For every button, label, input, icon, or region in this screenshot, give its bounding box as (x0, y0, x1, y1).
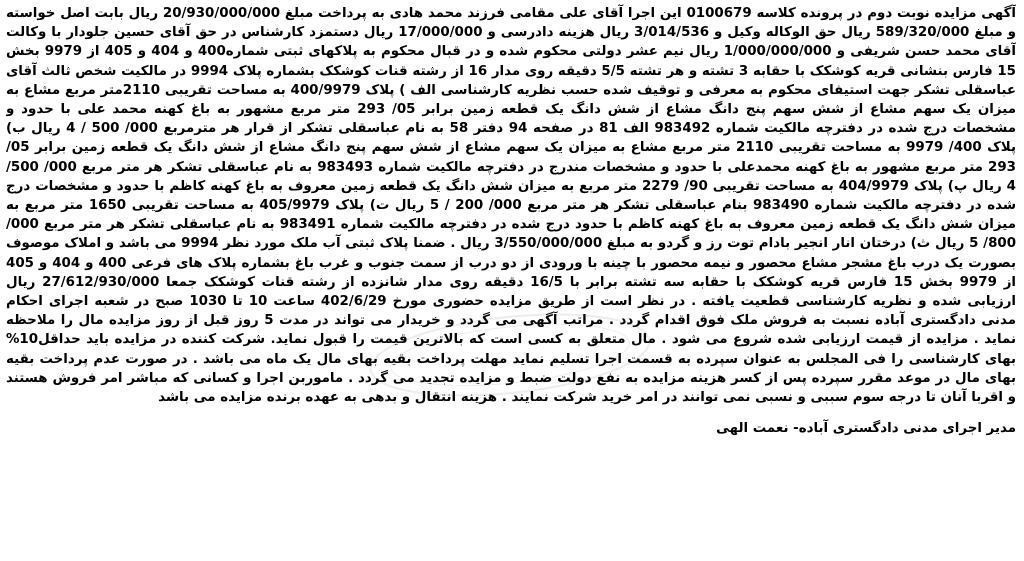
notice-body-text: آگهی مزایده نوبت دوم در پرونده کلاسه 0100679 این اجرا آقای علی مقامی فرزند محمد هادی به پرداخت مبلغ 20/930/000/000 ریال بابت اصل خواسته و مبلغ 589/320/000 ریال حق الوکاله وکیل و 3/014/536 ریال هزینه دادرسی و 17/000/000 ریال دستمزد کارشناس در حق آقای حسین جلودار با وکالت آقای محمد حسن شریفی و 1/000/000/000 ریال نیم عشر دولتی محکوم شده و در قبال محکوم به پلاکهای ثبتی شماره400 و 404 و 405 از 9979 بخش 15 فارس بنشانی قریه کوشکک با حقابه 3 تشته و هر تشته 5/5 دقیقه روی مدار 16 از رشته قنات کوشکک بشماره پلاک 9994 در مالکیت شخص ثالث آقای عباسقلی تشکر جهت استیفای محکوم به معرفی و توقیف شده حسب نظریه کارشناسی الف ) پلاک 400/9979 به مساحت تقریبی 2110متر مربع مشاع به میزان یک سهم مشاع از شش سهم پنج دانگ مشاع از شش دانگ یک قطعه زمین برابر 05/ 293 متر مربع مشهور به باغ کهنه محمد علی با حدود و مشخصات درج شده در دفترچه مالکیت شماره 983492 الف 81 در صفحه 94 دفتر 58 به نام عباسقلی تشکر از قرار هر مترمربع 000/ 500 / 4 ریال ب) پلاک 400/ 9979 به مساحت تقریبی 2110 متر مربع مشاع به میزان یک سهم مشاع از شش سهم پنج دانگ مشاع از شش دانگ یک قطعه زمین برابر 05/ 293 متر مربع مشهور به باغ کهنه محمدعلی با حدود و مشخصات مندرج در دفترچه مالکیت شماره 983493 به نام عباسقلی تشکر هر متر مربع 000/ 500/ 4 ریال پ) پلاک 404/9979 به مساحت تقریبی 90/ 2279 متر مربع به میزان شش دانگ یک قطعه زمین معروف به باغ کهنه کاظم با حدود و مشخصات درج شده در دفترچه مالکیت شماره 983490 بنام عباسقلی تشکر هر متر مربع 000/ 200 / 5 ریال ت) پلاک 405/9979 به مساحت تقریبی 1650 متر مربع به میزان شش دانگ یک قطعه زمین معروف به باغ کهنه کاظم با حدود درج شده در دفترچه مالکیت شماره 983491 به نام عباسقلی تشکر هر متر مربع 000/ 800/ 5 ریال ث) درختان انار انجیر بادام توت رز و گردو به مبلغ 3/550/000/000 ریال . ضمنا پلاک ثبتی آب ملک مورد نظر 9994 می باشد و املاک موصوف بصورت یک درب باغ مشجر مشاع محصور و نیمه محصور با چینه با ورودی از دو درب از سمت جنوب و غرب باغ بشماره پلاک های فرعی 400 و 404 و 405 از 9979 بخش 15 فارس قریه کوشکک با حقابه سه تشته برابر با 16/5 دقیقه روی مدار شانزده از رشته قنات کوشکک جمعا 27/612/930/000 ریال ارزیابی شده و نظریه کارشناسی قطعیت یافته . در نظر است از طریق مزایده حضوری مورخ 402/6/29 ساعت 10 تا 1030 صبح در شعبه اجرای احکام مدنی دادگستری آباده نسبت به فروش ملک فوق اقدام گردد . مراتب آگهی می گردد و خریدار می تواند در مدت 5 روز قبل از روز مزایده مال را ملاحظه نماید . مزایده از قیمت ارزیابی شده شروع می شود . مال متعلق به کسی است که بالاترین قیمت را قبول نماید. شرکت کننده در مزایده باید حداقل10% بهای کارشناسی را فی المجلس به عنوان سپرده به قسمت اجرا تسلیم نماید مهلت پرداخت بقیه بهای مال یک ماه می باشد . در صورت عدم پرداخت بقیه بهای مال در موعد مقرر سپرده پس از کسر هزینه مزایده به نفع دولت ضبط و مزایده تجدید می گردد . ماموربن اجرا و کسانی که مباشر امر فروش هستند و اقربا آنان تا درجه سوم سببی و نسبی نمی توانند در امر خرید شرکت نمایند . هزینه انتقال و بدهی به عهده برنده مزایده می باشد (6, 6, 1016, 406)
notice-signature: مدیر اجرای مدنی دادگستری آباده- نعمت الهی (716, 421, 1016, 437)
auction-notice (6, 4, 1016, 557)
